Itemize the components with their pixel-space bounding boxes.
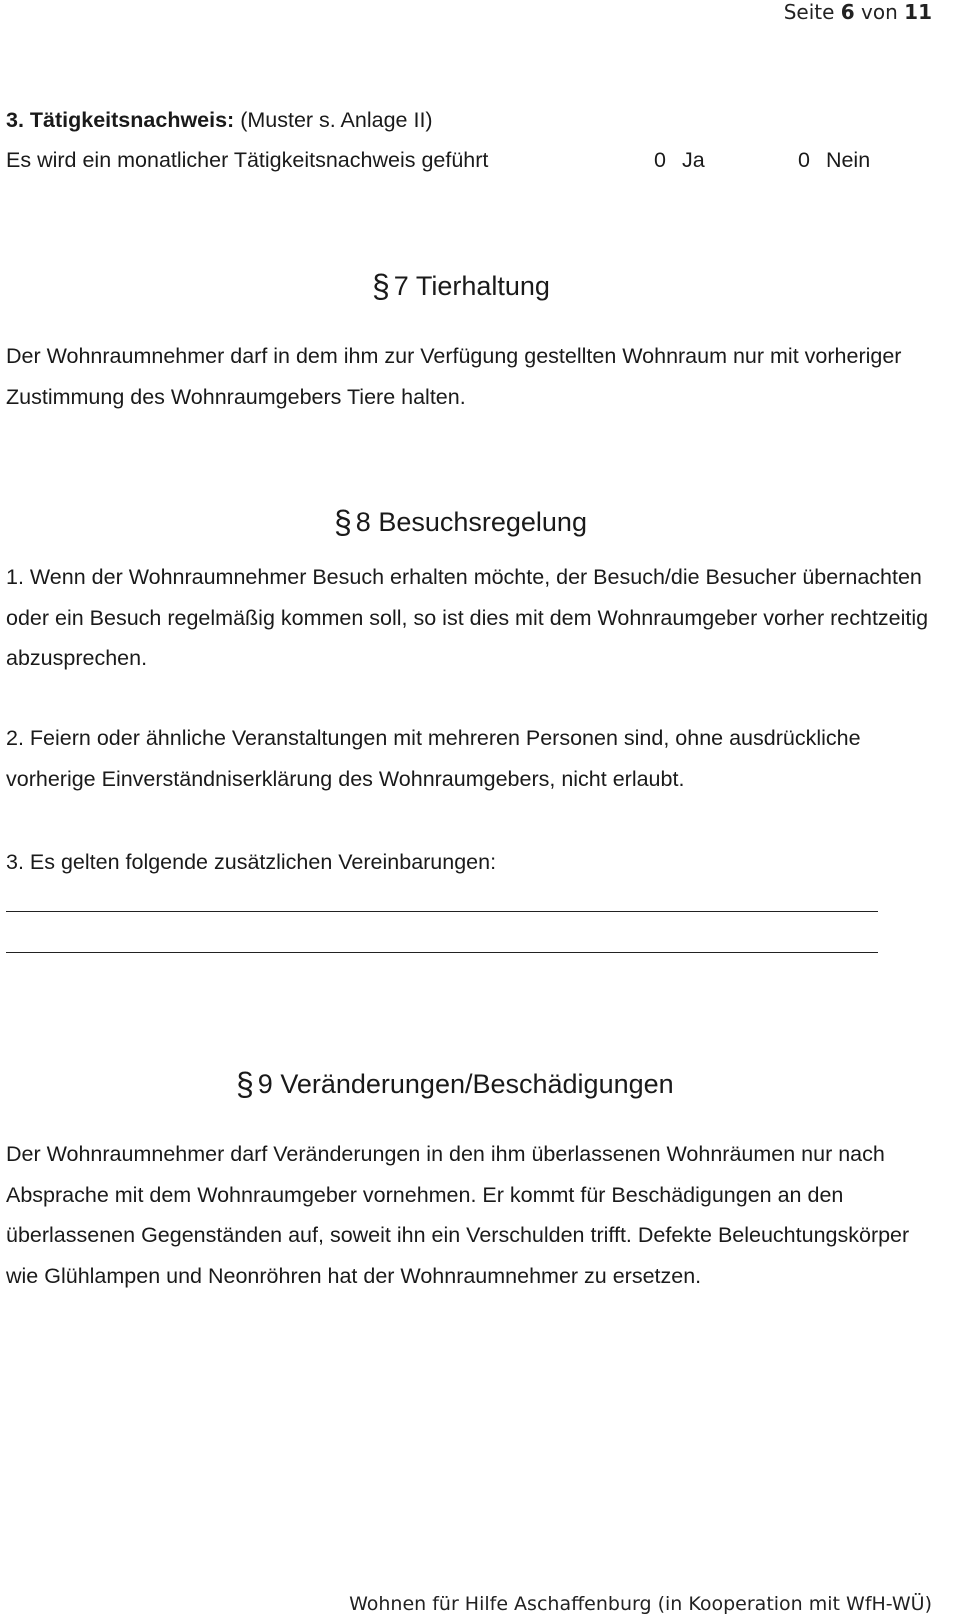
- section-8-title: 8 Besuchsregelung: [355, 507, 587, 537]
- paragraph-symbol: §: [236, 1066, 254, 1102]
- activity-line: Es wird ein monatlicher Tätigkeitsnachweis geführt: [6, 148, 489, 172]
- option-yes[interactable]: [654, 140, 705, 180]
- option-no[interactable]: [798, 140, 870, 180]
- section-7-text: Der Wohnraumnehmer darf in dem ihm zur Verfügung gestellten Wohnraum nur mit vorheriger Zustimmung des Wohnraumgebers Tiere halten.: [6, 344, 902, 409]
- section-8-item-1: 1. Wenn der Wohnraumnehmer Besuch erhalten möchte, der Besuch/die Besucher übernachten oder ein Besuch regelmäßig kommen soll, so ist dies mit dem Wohnraumgeber vorher rechtzeitig abzusprechen.: [6, 565, 929, 670]
- option-no-mark[interactable]: 0: [798, 148, 810, 172]
- option-yes-label: Ja: [681, 148, 705, 172]
- footer-text: Wohnen für Hilfe Aschaffenburg (in Kooperation mit WfH-WÜ): [349, 1593, 932, 1615]
- paragraph-symbol: §: [334, 504, 352, 540]
- page-current: 6: [840, 0, 855, 24]
- option-no-label: Nein: [825, 148, 871, 172]
- page-prefix: Seite: [783, 0, 835, 24]
- section-9-heading: [236, 1066, 674, 1103]
- section-8-item-3: 3. Es gelten folgende zusätzlichen Vereinbarungen:: [6, 850, 497, 874]
- activity-heading-rest: (Muster s. Anlage II): [240, 108, 433, 132]
- blank-line-1: [6, 911, 878, 912]
- page-total: 11: [904, 0, 932, 24]
- activity-heading: [6, 100, 433, 140]
- section-9-title: 9 Veränderungen/Beschädigungen: [257, 1069, 674, 1099]
- section-8-heading: [334, 504, 587, 541]
- section-9-text: Der Wohnraumnehmer darf Veränderungen in den ihm überlassenen Wohnräumen nur nach Absprache mit dem Wohnraumgeber vornehmen. Er kommt für Beschädigungen an den überlassenen Gegenständen auf, soweit ihn ein Verschulden trifft. Defekte Beleuchtungskörper wie Glühlampen und Neonröhren hat der Wohnraumnehmer zu ersetzen.: [6, 1142, 910, 1288]
- section-7-title: 7 Tierhaltung: [393, 271, 550, 301]
- page-number: [784, 0, 932, 24]
- section-8-item-2: 2. Feiern oder ähnliche Veranstaltungen mit mehreren Personen sind, ohne ausdrückliche vorherige Einverständniserklärung des Wohnraumgebers, nicht erlaubt.: [6, 726, 861, 791]
- option-yes-mark[interactable]: 0: [654, 148, 666, 172]
- page-separator: von: [861, 0, 898, 24]
- blank-line-2: [6, 952, 878, 953]
- activity-heading-bold: 3. Tätigkeitsnachweis:: [6, 108, 235, 132]
- section-7-heading: [372, 268, 550, 305]
- paragraph-symbol: §: [372, 268, 390, 304]
